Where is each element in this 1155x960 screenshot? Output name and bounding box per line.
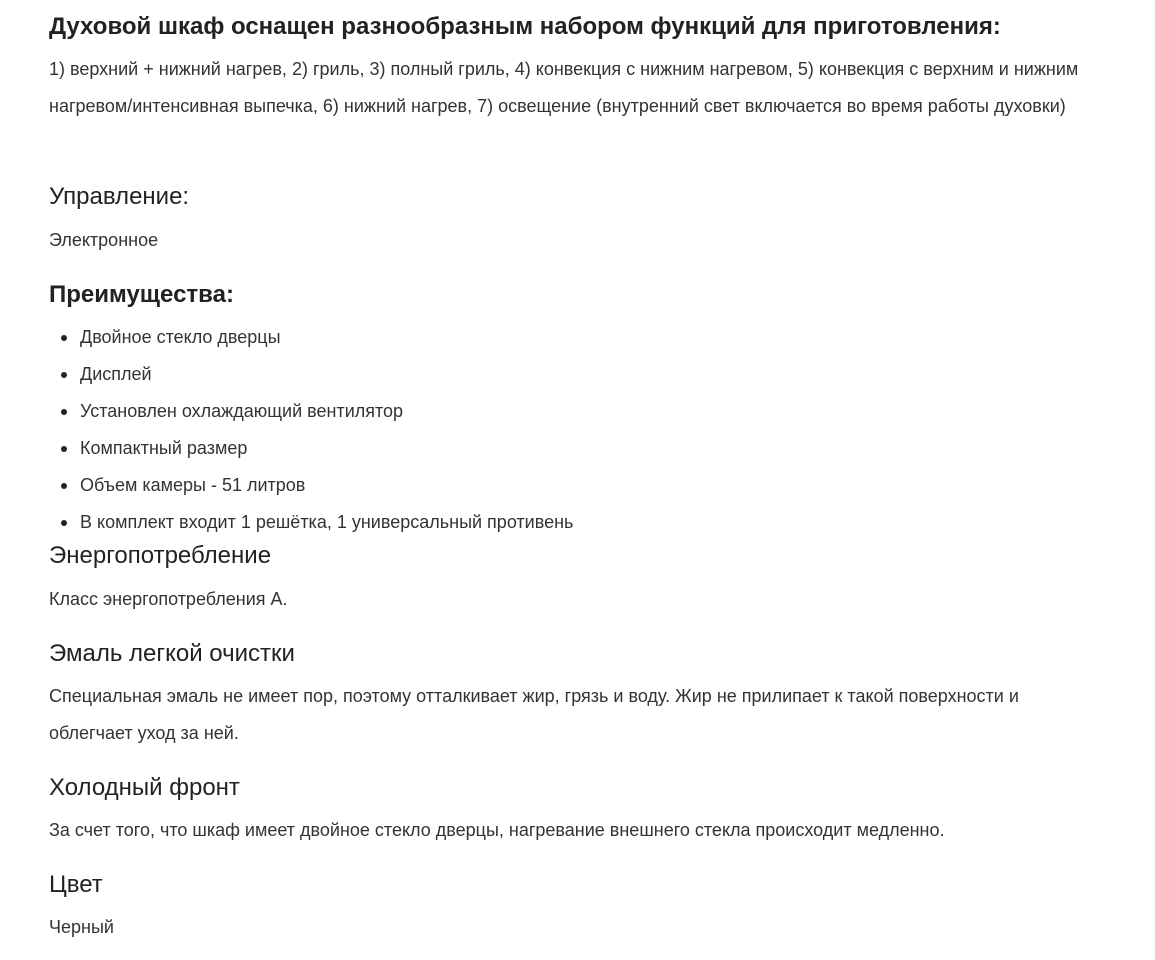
advantage-item: Дисплей: [80, 356, 573, 393]
control-heading: Управление:: [49, 183, 190, 210]
color-heading: Цвет: [49, 871, 103, 898]
energy-heading: Энергопотребление: [49, 542, 272, 569]
advantage-item: Двойное стекло дверцы: [80, 319, 573, 356]
advantage-item: Компактный размер: [80, 430, 573, 467]
advantages-heading: Преимущества:: [49, 281, 234, 308]
control-text: Электронное: [49, 230, 159, 250]
energy-text: Класс энергопотребления А.: [49, 589, 288, 609]
cold-front-heading: Холодный фронт: [49, 774, 240, 801]
advantages-list: [49, 319, 573, 541]
advantage-item: Установлен охлаждающий вентилятор: [80, 393, 573, 430]
cold-front-text: За счет того, что шкаф имеет двойное стекло дверцы, нагревание внешнего стекла происходит медленно.: [49, 820, 945, 840]
functions-heading: Духовой шкаф оснащен разнообразным набором функций для приготовления:: [49, 13, 1001, 40]
advantage-item: Объем камеры - 51 литров: [80, 467, 573, 504]
color-text: Черный: [49, 917, 114, 937]
enamel-text: Специальная эмаль не имеет пор, поэтому отталкивает жир, грязь и воду. Жир не прилипает к такой поверхности и облегчает уход за ней.: [49, 686, 1019, 743]
advantage-item: В комплект входит 1 решётка, 1 универсальный противень: [80, 504, 573, 541]
enamel-heading: Эмаль легкой очистки: [49, 640, 295, 667]
functions-text: 1) верхний + нижний нагрев, 2) гриль, 3) полный гриль, 4) конвекция с нижним нагревом, 5) конвекция с верхним и нижним нагревом/интенсивная выпечка, 6) нижний нагрев, 7) освещение (внутренний свет включается во время работы духовки): [49, 59, 1079, 116]
